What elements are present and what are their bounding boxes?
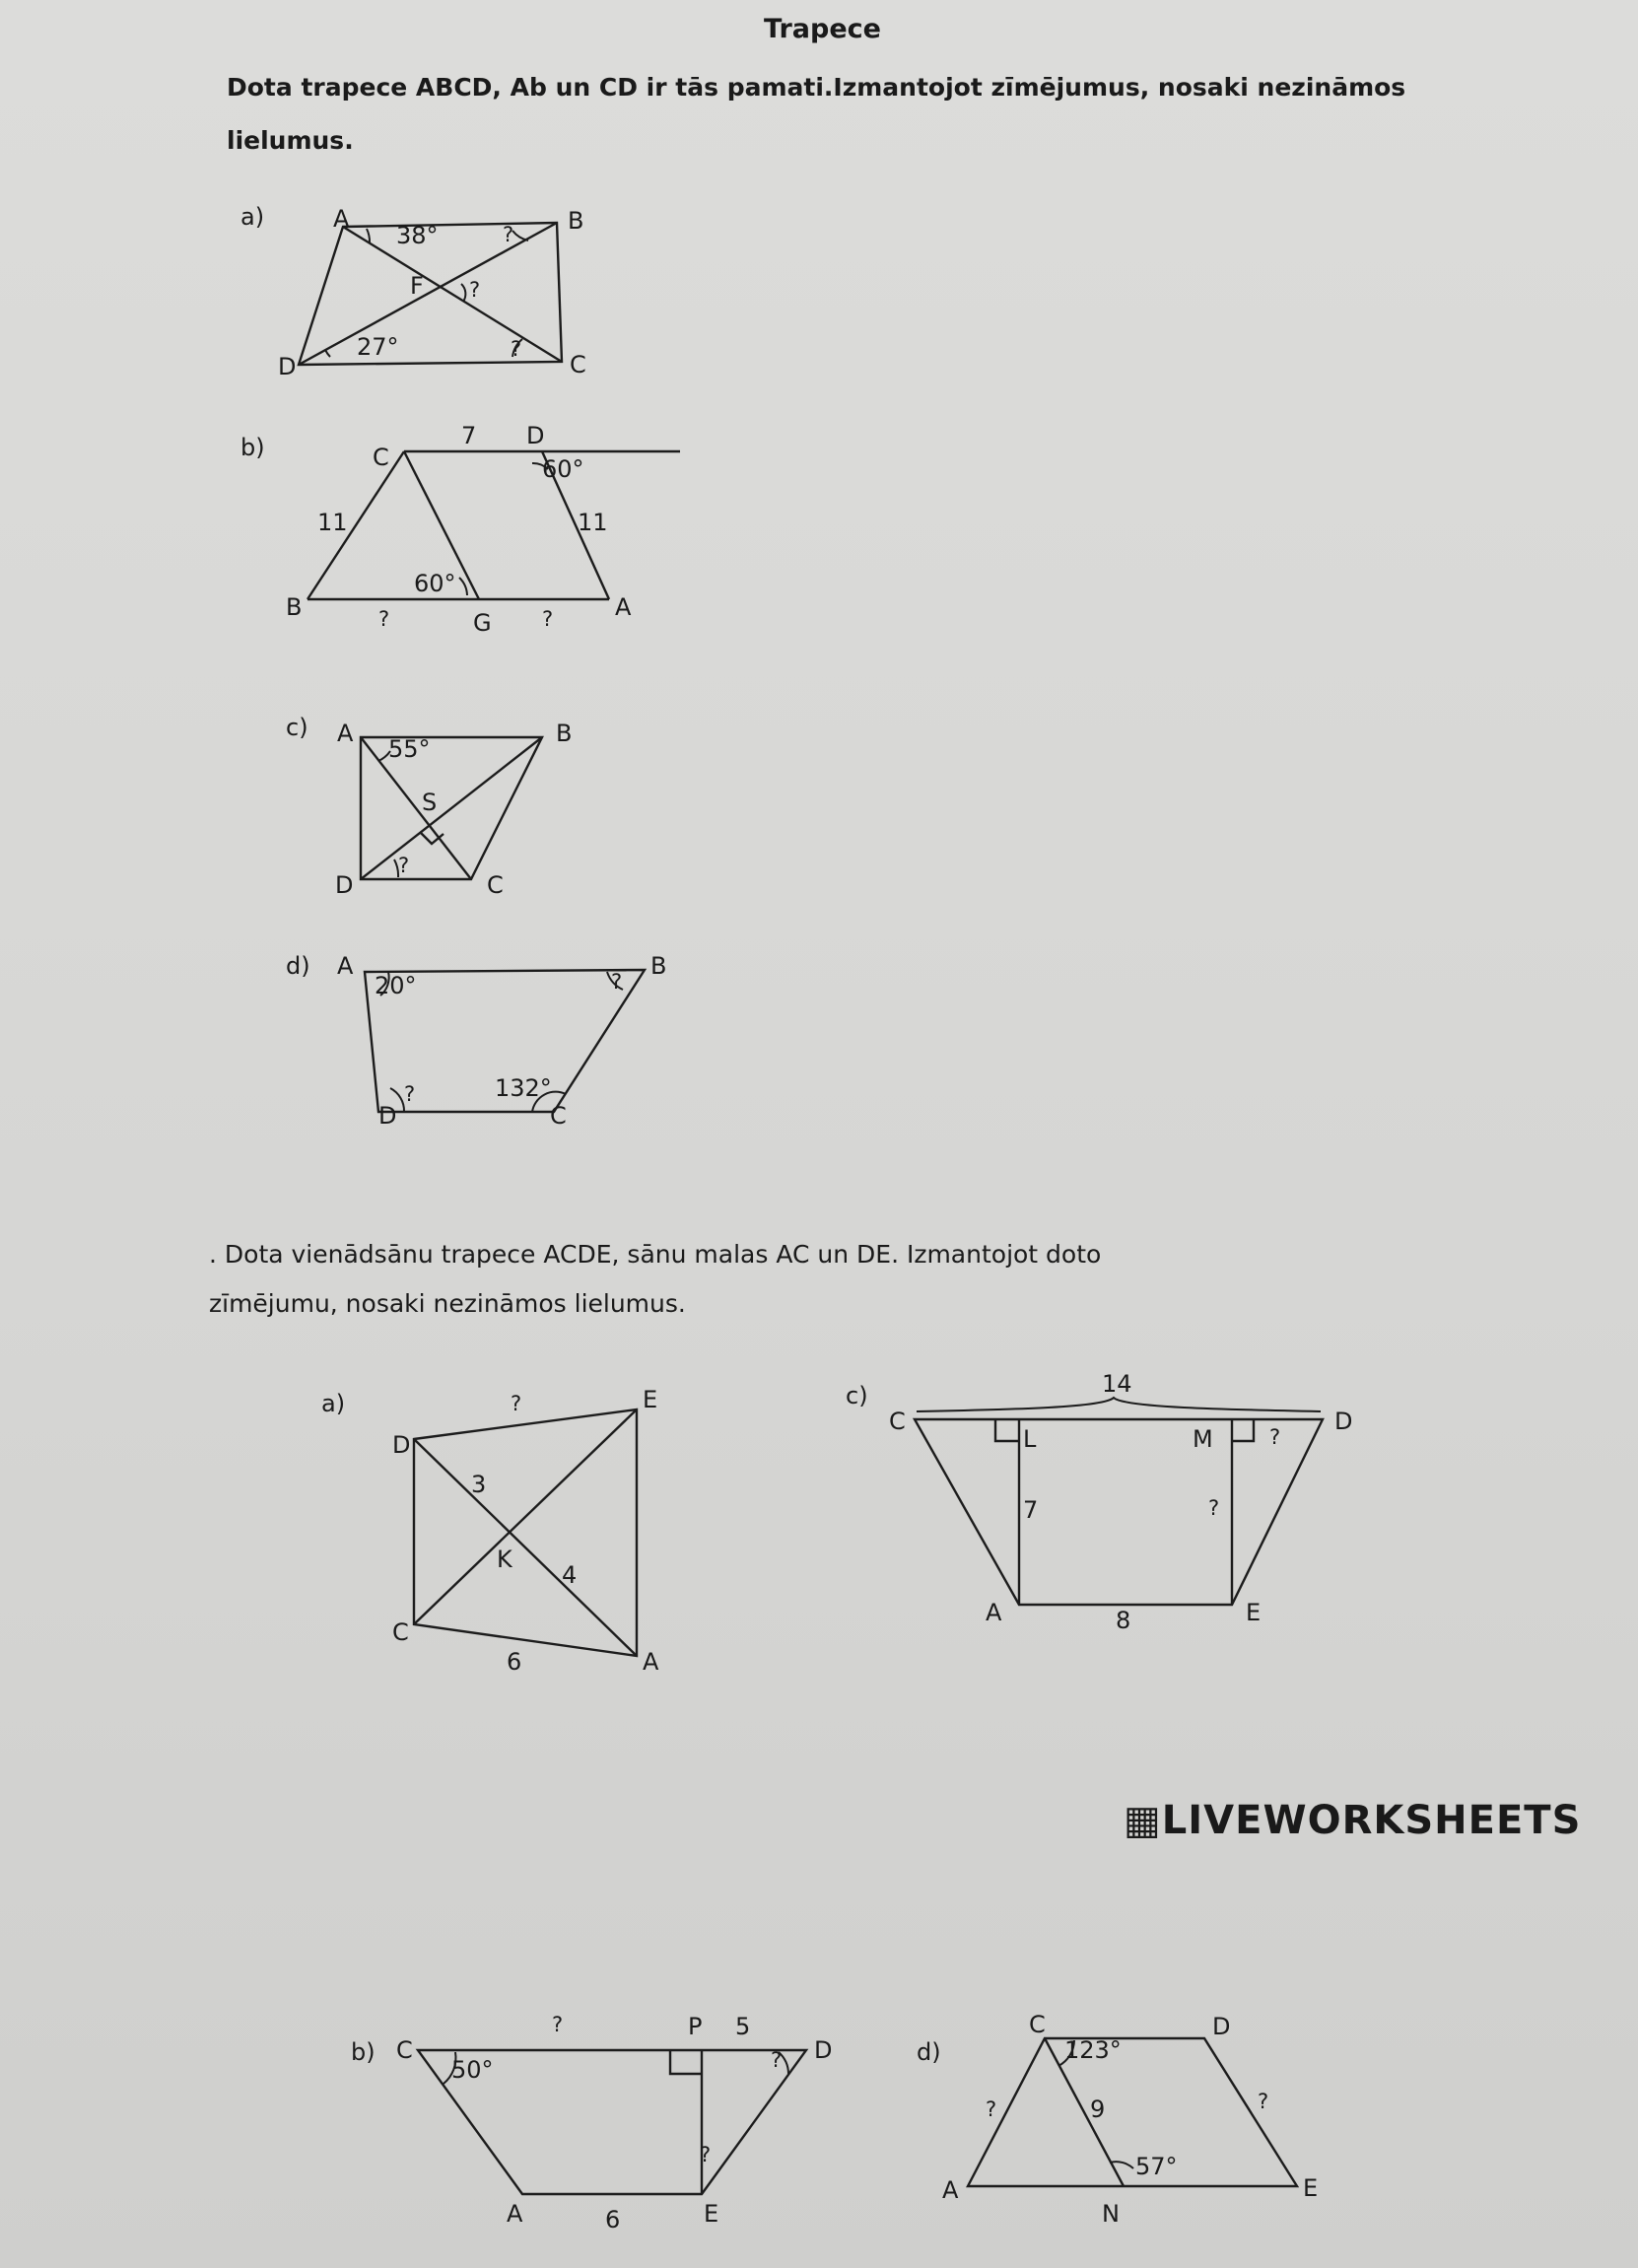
task2-d-label: d) [917, 2038, 941, 2066]
unknown-angle-d: ? [398, 854, 410, 877]
vertex-a: A [507, 2200, 523, 2228]
task1-d-label: d) [286, 952, 310, 980]
side-da-length: 11 [578, 509, 608, 536]
base-ae-length: 8 [1116, 1607, 1131, 1634]
vertex-a: A [643, 1648, 659, 1676]
unknown-md: ? [1269, 1425, 1281, 1449]
angle-d-label: 60° [542, 455, 584, 483]
unknown-ga: ? [542, 607, 554, 631]
vertex-b: B [650, 952, 667, 980]
vertex-d: D [1334, 1408, 1353, 1435]
unknown-angle-f: ? [469, 278, 481, 302]
unknown-bg: ? [378, 607, 390, 631]
angle-label-38: 38° [396, 222, 439, 249]
base-ae-length: 6 [605, 2206, 621, 2234]
vertex-c: C [1029, 2011, 1046, 2038]
point-g: G [473, 609, 492, 637]
angle-c-label: 123° [1064, 2036, 1122, 2064]
vertex-d: D [1212, 2013, 1231, 2040]
vertex-d: D [526, 422, 545, 449]
segment-pd-length: 5 [735, 2013, 751, 2040]
task1-instruction-line2: lielumus. [227, 126, 354, 155]
unknown-angle-b: ? [503, 223, 514, 246]
unknown-ac: ? [986, 2097, 997, 2121]
task2-a-label: a) [321, 1390, 346, 1417]
unknown-de: ? [1258, 2090, 1269, 2113]
angle-n-label: 57° [1135, 2153, 1178, 2180]
trapezoid-2d-figure [0, 0, 1, 1]
vertex-b: B [568, 207, 584, 235]
vertex-a: A [942, 2176, 959, 2204]
task2-instruction-line2: zīmējumu, nosaki nezināmos lielumus. [209, 1289, 686, 1318]
height-al-length: 7 [1023, 1496, 1039, 1524]
task2-instruction-line1: . Dota vienādsānu trapece ACDE, sānu malas AC un DE. Izmantojot doto [209, 1240, 1102, 1269]
unknown-angle-d: ? [771, 2048, 783, 2072]
side-ca-length: 6 [507, 1648, 522, 1676]
vertex-d: D [378, 1102, 397, 1130]
vertex-c: C [487, 871, 504, 899]
segment-cn-length: 9 [1090, 2096, 1106, 2123]
vertex-a: A [333, 205, 350, 233]
vertex-e: E [1246, 1599, 1262, 1626]
base-cd-length: 14 [1102, 1370, 1132, 1398]
point-p: P [688, 2013, 703, 2040]
point-l: L [1023, 1425, 1037, 1453]
vertex-b: B [286, 593, 303, 621]
side-bc-length: 11 [317, 509, 348, 536]
angle-c-label: 50° [451, 2056, 494, 2084]
vertex-a: A [615, 593, 632, 621]
page-title: Trapece [764, 14, 881, 44]
vertex-e: E [1303, 2174, 1319, 2202]
unknown-height: ? [700, 2143, 712, 2166]
vertex-d: D [392, 1431, 411, 1459]
point-f: F [410, 272, 424, 300]
vertex-a: A [337, 720, 354, 747]
point-k: K [497, 1546, 512, 1573]
unknown-angle-d: ? [404, 1082, 416, 1106]
vertex-c: C [396, 2036, 413, 2064]
unknown-height-me: ? [1208, 1496, 1220, 1520]
unknown-angle-c: ? [511, 337, 522, 361]
angle-c-label: 132° [495, 1074, 552, 1102]
side-cd-length: 7 [461, 422, 477, 449]
unknown-de: ? [511, 1392, 522, 1415]
unknown-angle-b: ? [611, 970, 623, 994]
task1-a-label: a) [240, 203, 265, 231]
segment-ka-length: 4 [562, 1561, 578, 1589]
vertex-c: C [392, 1618, 409, 1646]
vertex-e: E [704, 2200, 719, 2228]
segment-dk-length: 3 [471, 1471, 487, 1498]
task1-b-label: b) [240, 434, 265, 461]
vertex-e: E [643, 1386, 658, 1413]
task2-b-label: b) [351, 2038, 375, 2066]
vertex-d: D [814, 2036, 833, 2064]
vertex-d: D [335, 871, 354, 899]
liveworksheets-logo: ▦LIVEWORKSHEETS [1124, 1798, 1582, 1843]
task1-instruction-line1: Dota trapece ABCD, Ab un CD ir tās pamati.Izmantojot zīmējumus, nosaki nezināmos [227, 73, 1406, 102]
task1-c-label: c) [286, 714, 308, 741]
angle-label-27: 27° [357, 333, 399, 361]
unknown-cp: ? [552, 2013, 564, 2036]
vertex-c: C [373, 444, 389, 471]
vertex-c: C [889, 1408, 906, 1435]
angle-a-label: 55° [388, 735, 431, 763]
vertex-c: C [570, 351, 586, 378]
point-n: N [1102, 2200, 1120, 2228]
point-m: M [1193, 1425, 1213, 1453]
vertex-c: C [550, 1102, 567, 1130]
vertex-b: B [556, 720, 573, 747]
vertex-a: A [986, 1599, 1002, 1626]
vertex-d: D [278, 353, 297, 380]
point-s: S [422, 789, 438, 816]
vertex-a: A [337, 952, 354, 980]
task2-c-label: c) [846, 1382, 868, 1409]
angle-g-label: 60° [414, 570, 456, 597]
angle-a-label: 20° [375, 972, 417, 999]
